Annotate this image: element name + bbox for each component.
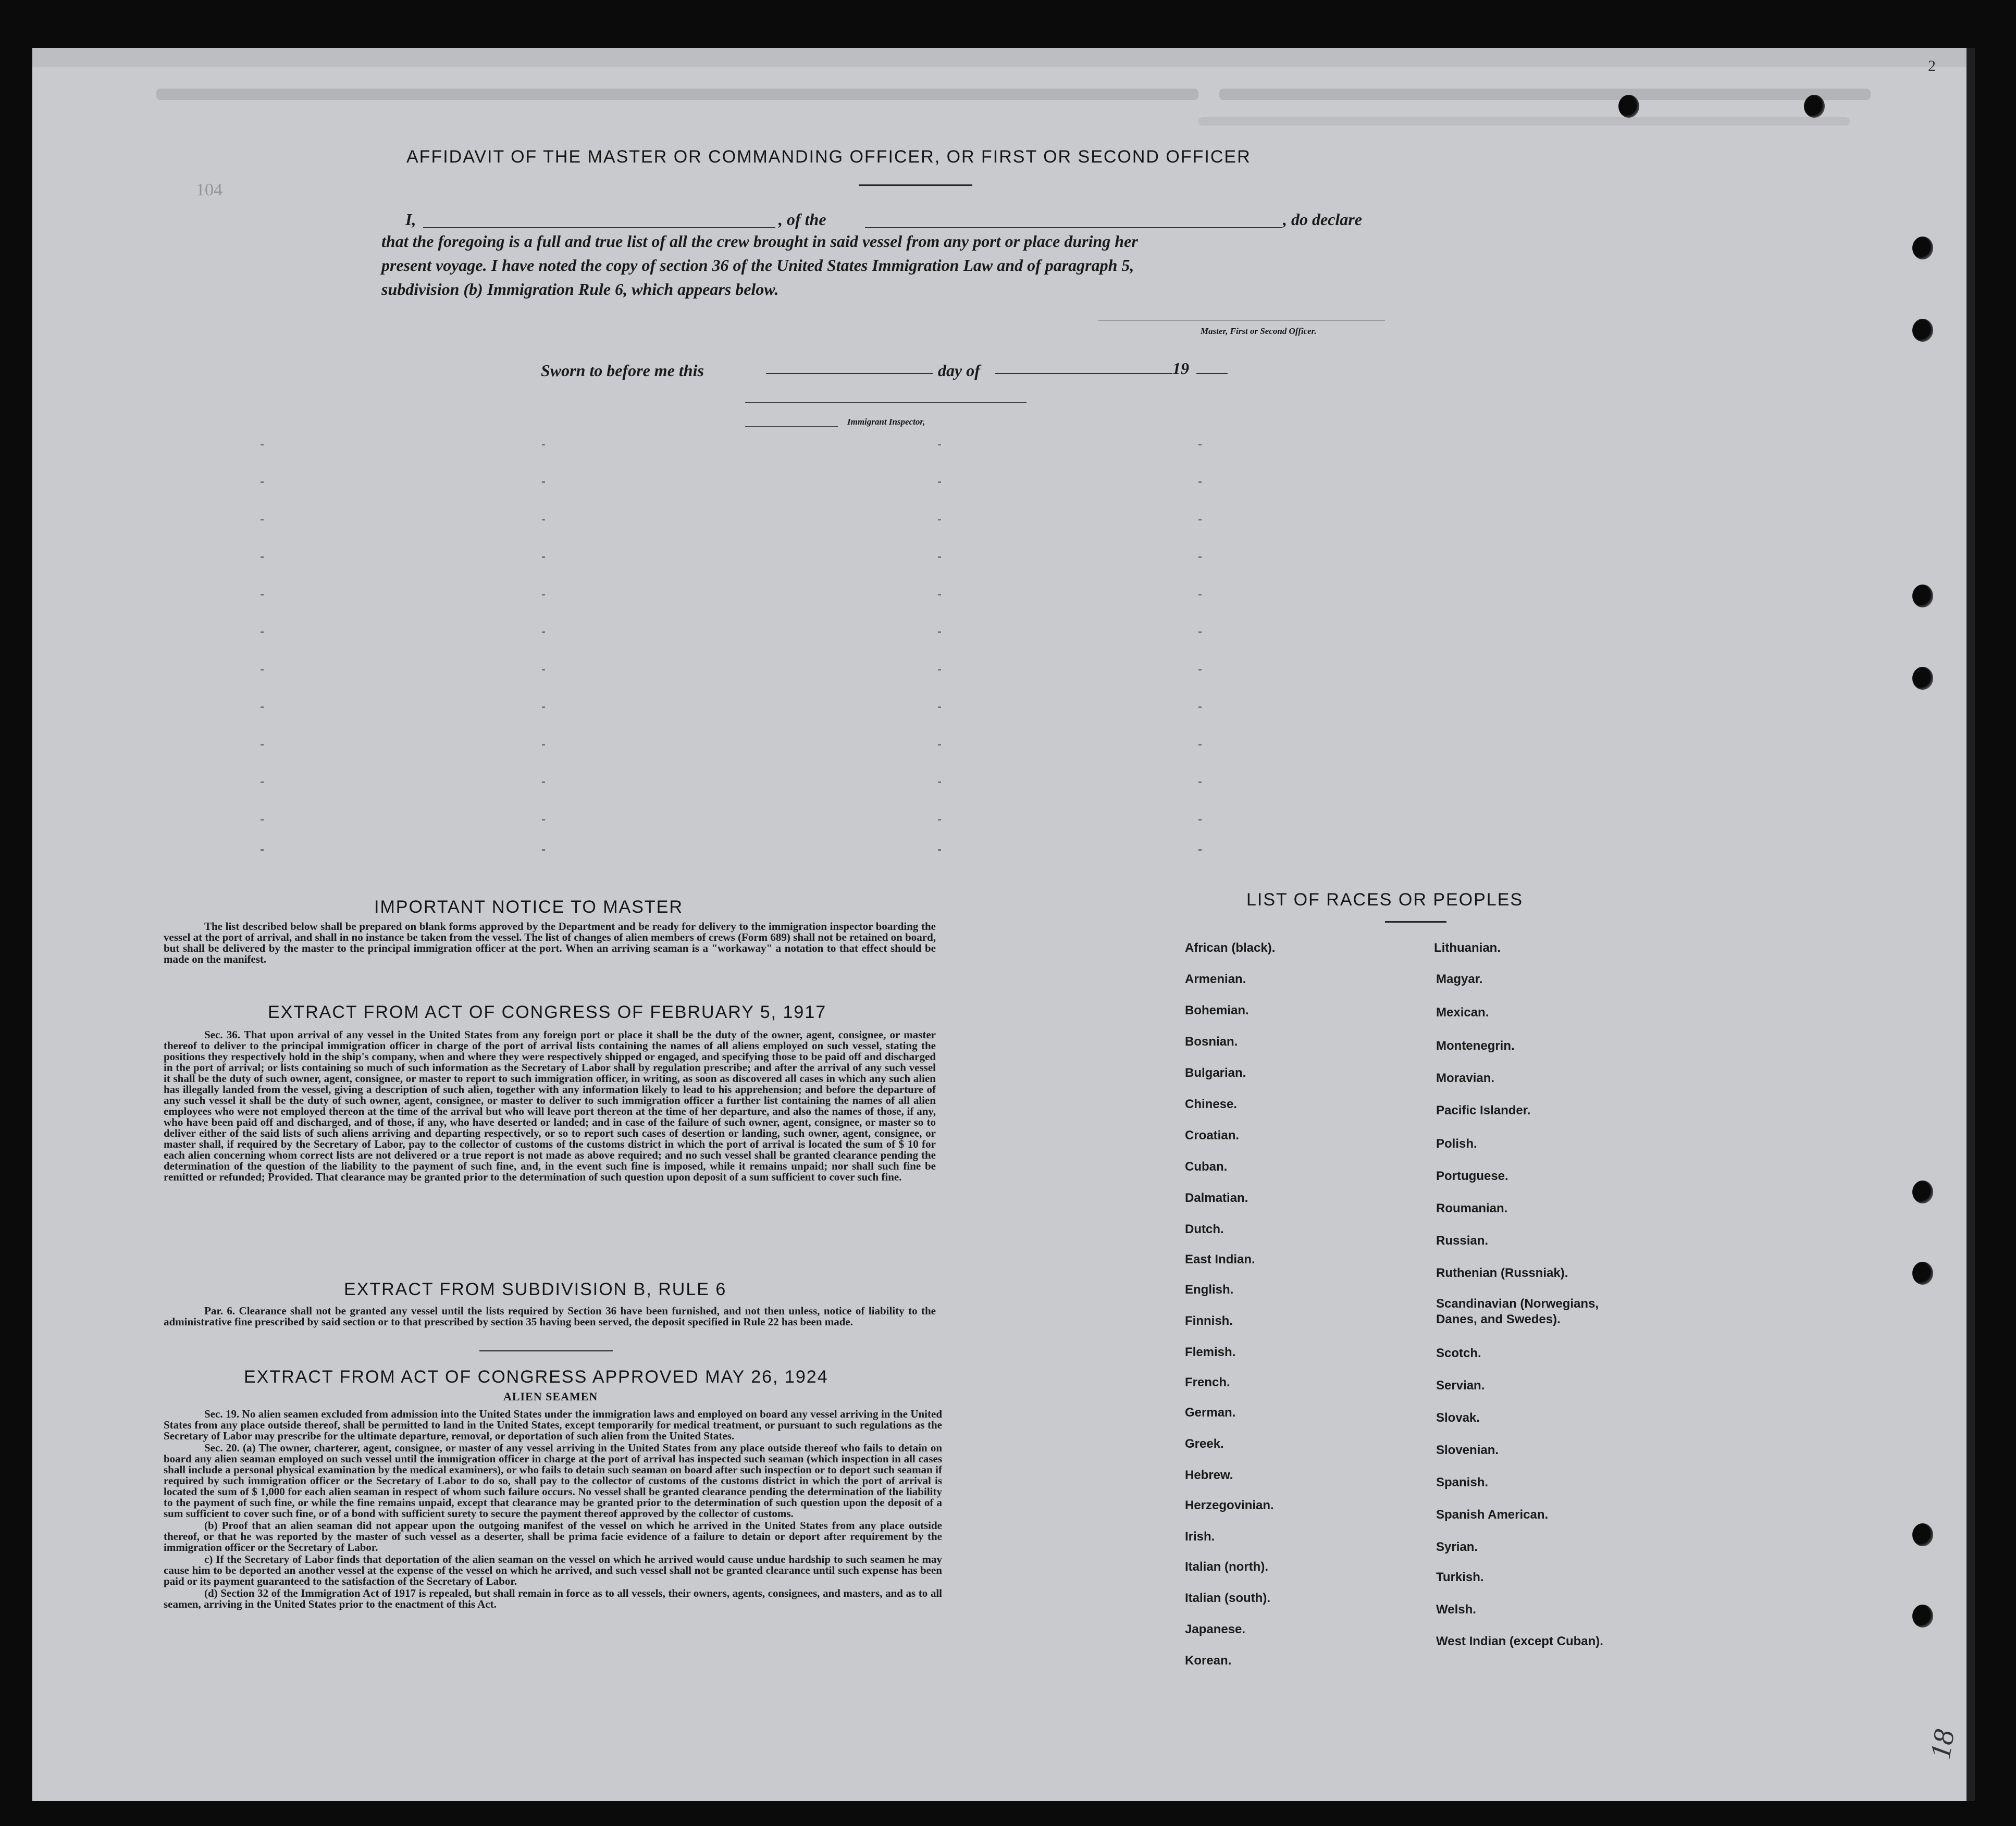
year-label: 19 <box>1172 359 1189 378</box>
race-item: Welsh. <box>1436 1603 1476 1617</box>
race-item: Dalmatian. <box>1185 1191 1248 1205</box>
race-item: Dutch. <box>1185 1222 1224 1236</box>
extract-1924-title: EXTRACT FROM ACT OF CONGRESS APPROVED MAY 26, 1924 <box>244 1367 828 1387</box>
do-declare-text: , do declare <box>1283 210 1362 229</box>
dotted-row <box>261 444 1251 447</box>
race-item: Bohemian. <box>1185 1003 1249 1017</box>
race-item: Scandinavian (Norwegians, Danes, and Swedes). <box>1436 1297 1599 1326</box>
race-item: Ruthenian (Russniak). <box>1436 1266 1568 1280</box>
affidavit-i-label: I, <box>405 210 416 229</box>
dotted-row <box>261 849 1251 852</box>
bleed-through-header <box>32 48 1966 67</box>
race-item: Moravian. <box>1436 1071 1495 1085</box>
affidavit-line-3: present voyage. I have noted the copy of section 36 of the United States Immigration Law and of paragraph 5, <box>381 256 1134 275</box>
punch-hole <box>1912 1523 1933 1546</box>
race-item: German. <box>1185 1406 1236 1420</box>
race-item: Hebrew. <box>1185 1468 1233 1482</box>
races-title-rule <box>1385 921 1446 923</box>
race-item: French. <box>1185 1375 1230 1389</box>
dotted-row <box>261 519 1251 522</box>
extract-1924-body <box>164 1409 942 1611</box>
race-item: Syrian. <box>1436 1540 1478 1554</box>
race-item: Slovenian. <box>1436 1443 1499 1457</box>
punch-hole <box>1912 667 1933 690</box>
affidavit-line-2: that the foregoing is a full and true list of all the crew brought in said vessel from any port or place during her <box>381 232 1138 251</box>
day-of-label: day of <box>938 361 980 380</box>
inspector-signature-line <box>745 402 1026 403</box>
race-item: Italian (south). <box>1185 1591 1270 1605</box>
race-item: Korean. <box>1185 1654 1232 1668</box>
year-blank <box>1196 373 1228 374</box>
race-item: Bosnian. <box>1185 1035 1238 1049</box>
sec-20b-paragraph: (b) Proof that an alien seaman did not appear upon the outgoing manifest of the vessel on which he arrived in the United States from any place outside thereof, or that he was reported by the master of such vessel as a deserter, shall be prima facie evidence of a failure to detain or deport after requirement by the immigration officer or the Secretary of Labor. <box>164 1519 942 1554</box>
section-rule <box>479 1350 613 1351</box>
race-item: Italian (north). <box>1185 1560 1268 1574</box>
bleed-through-line <box>156 89 1198 100</box>
sheet-edge <box>1966 48 1975 1801</box>
race-item: Armenian. <box>1185 972 1246 986</box>
race-item: Slovak. <box>1436 1411 1480 1425</box>
dotted-row <box>261 819 1251 822</box>
bleed-through-line <box>1219 89 1871 100</box>
sworn-label: Sworn to before me this <box>541 361 704 380</box>
dotted-row <box>261 594 1251 597</box>
race-item: Spanish American. <box>1436 1508 1549 1522</box>
race-item: Spanish. <box>1436 1475 1489 1489</box>
punch-hole <box>1912 1605 1933 1628</box>
extract-rule6-title: EXTRACT FROM SUBDIVISION B, RULE 6 <box>344 1280 727 1299</box>
sec-19-paragraph: Sec. 19. No alien seamen excluded from admission into the United States under the immigration laws and employed on board any vessel arriving in the United States from any place outside thereof, shall be permitted to land in the United States, except temporarily for medical treatment, or pursuant to such regulations as the Secretary of Labor may prescribe for the ultimate departure, removal, or deportation of such alien from the United States. <box>164 1408 942 1442</box>
page-mark: 18 <box>1924 1727 1961 1761</box>
race-item: Finnish. <box>1185 1314 1233 1328</box>
race-item: Roumanian. <box>1436 1201 1508 1215</box>
dotted-row <box>261 781 1251 785</box>
master-label: Master, First or Second Officer. <box>1201 326 1317 336</box>
name-blank <box>423 227 775 228</box>
extract-1917-text: Sec. 36. That upon arrival of any vessel in the United States from any foreign port or place it shall be the duty of the owner, agent, consignee, or master thereof to deliver to the principal immigration officer in charge of the port of arrival lists containing the names of all aliens employed on such vessel, stating the positions they respectively hold in the ship's company, when and where they were respectively shipped or engaged, and specifying those to be paid off and discharged in the port of arrival; or lists containing so much of such information as the Secretary of Labor shall by regulation prescribe; and after the arrival of any such vessel it shall be the duty of such owner, agent, consignee, or master to report to such immigration officer, in writing, as soon as discovered all cases in which any such alien has illegally landed from the vessel, giving a description of such alien, together with any information likely to lead to his apprehension; and before the departure of any such vessel it shall be the duty of such owner, agent, consignee, or master to deliver to such immigration officer a further list containing the names of all alien employees who were not employed thereon at the time of the arrival but who will leave port thereon at the time of her departure, and also the names of those, if any, who have been paid off and discharged, and of those, if any, who have deserted or landed; and in case of the failure of such owner, agent, consignee, or master so to deliver either of the said lists of such aliens arriving and departing respectively, or so to report such cases of desertion or landing, such owner, agent, consignee, or master shall, if required by the Secretary of Labor, pay to the collector of customs of the customs district in which the port of arrival is located the sum of $ 10 for each alien concerning whom correct lists are not delivered or a true report is not made as above required; and no such vessel shall be granted clearance pending the determination of the question of the liability to the payment of such fine, and, in the event such fine is imposed, while it remains unpaid; nor shall such fine be remitted or refunded; Provided. That clearance may be granted prior to the determination of such question upon deposit of a sum sufficient to cover such fine. <box>164 1028 936 1183</box>
of-the-text: , of the <box>778 210 826 229</box>
inspector-label: Immigrant Inspector, <box>847 417 925 427</box>
dotted-row <box>261 669 1251 672</box>
race-item: Chinese. <box>1185 1097 1238 1111</box>
bleed-through-line <box>1198 117 1850 126</box>
extract-1917-title: EXTRACT FROM ACT OF CONGRESS OF FEBRUARY 5, 1917 <box>268 1002 827 1022</box>
race-item: Bulgarian. <box>1185 1066 1246 1080</box>
race-item: Cuban. <box>1185 1160 1228 1174</box>
punch-hole <box>1912 1262 1933 1285</box>
inspector-short-line <box>745 426 838 427</box>
race-item: Portuguese. <box>1436 1169 1508 1183</box>
race-item: Japanese. <box>1185 1622 1246 1636</box>
race-item: Turkish. <box>1436 1570 1484 1584</box>
alien-seamen-subtitle: ALIEN SEAMEN <box>503 1390 598 1403</box>
race-item: Flemish. <box>1185 1345 1236 1359</box>
sec-20c-paragraph: c) If the Secretary of Labor finds that deportation of the alien seaman on the vessel on which he arrived would cause undue hardship to such seamen he may cause him to be deported an another vessel at the expense of the vessel on which he arrived, and such vessel shall not be granted clearance until such expense has been paid or its payment guaranteed to the satisfaction of the Secretary of Labor. <box>164 1553 942 1587</box>
dotted-row <box>261 706 1251 710</box>
notice-title: IMPORTANT NOTICE TO MASTER <box>374 897 683 917</box>
race-item: Russian. <box>1436 1234 1489 1248</box>
race-item: Magyar. <box>1436 972 1483 986</box>
affidavit-title: AFFIDAVIT OF THE MASTER OR COMMANDING OFFICER, OR FIRST OR SECOND OFFICER <box>406 147 1251 167</box>
race-item: African (black). <box>1185 941 1276 955</box>
faint-number: 104 <box>196 180 222 200</box>
vessel-blank <box>865 227 1282 228</box>
race-item: Montenegrin. <box>1436 1039 1515 1053</box>
dotted-row <box>261 481 1251 485</box>
punch-hole <box>1912 237 1933 259</box>
dotted-row <box>261 631 1251 635</box>
punch-hole <box>1912 585 1933 607</box>
race-item: East Indian. <box>1185 1252 1255 1266</box>
race-item: Scotch. <box>1436 1346 1481 1360</box>
race-item: Irish. <box>1185 1530 1215 1544</box>
race-item: English. <box>1185 1283 1234 1297</box>
day-blank <box>766 373 933 374</box>
races-title: LIST OF RACES OR PEOPLES <box>1246 890 1524 910</box>
race-item: Croatian. <box>1185 1128 1240 1142</box>
punch-hole <box>1912 1181 1933 1203</box>
race-item: Greek. <box>1185 1437 1224 1451</box>
race-item: Mexican. <box>1436 1005 1489 1020</box>
race-item: West Indian (except Cuban). <box>1436 1634 1603 1648</box>
race-item: Polish. <box>1436 1137 1477 1151</box>
punch-hole <box>1912 319 1933 342</box>
race-item: Servian. <box>1436 1378 1485 1393</box>
notice-text: The list described below shall be prepared on blank forms approved by the Department and be ready for delivery to the immigration inspector boarding the vessel at the port of arrival, and shall in no instance be taken from the vessel. The list of changes of alien members of crews (Form 689) shall not be retained on board, but shall be delivered by the master to the principal immigration officer at the port. When an arriving seaman is a "workaway" a notation to that effect should be made on the manifest. <box>164 920 936 965</box>
corner-mark: 2 <box>1928 57 1936 74</box>
sec-20-paragraph: Sec. 20. (a) The owner, charterer, agent, consignee, or master of any vessel arriving in the United States from any place outside thereof who fails to detain on board any alien seaman employed on such vessel until the immigration officer in charge at the port of arrival has inspected such seaman (which inspection in all cases shall include a personal physical examination by the medical examiners), or who fails to detain such seaman on board after such inspection or to deport such seaman if required by such immigration officer or the Secretary of Labor to do so, shall pay to the collector of customs of the customs district in which the port of arrival is located the sum of $ 1,000 for each alien seaman in respect of whom such failure occurs. No vessel shall be granted clearance pending the determination of the liability to the payment of such fine, or while the fine remains unpaid, except that clearance may be granted prior to the determination of such question upon the deposit of a sum sufficient to cover such fine, or of a bond with sufficient surety to secure the payment thereof approved by the collector of customs. <box>164 1442 942 1520</box>
dotted-row <box>261 556 1251 560</box>
dotted-row <box>261 744 1251 747</box>
sec-20d-paragraph: (d) Section 32 of the Immigration Act of 1917 is repealed, but shall remain in force as to all vessels, their owners, agents, consignees, and masters, and as to all seamen, arriving in the United States prior to the enactment of this Act. <box>164 1587 942 1610</box>
title-rule <box>859 184 972 186</box>
race-item: Pacific Islander. <box>1436 1103 1531 1117</box>
month-blank <box>995 373 1172 374</box>
punch-hole <box>1618 95 1639 118</box>
extract-rule6-text: Par. 6. Clearance shall not be granted any vessel until the lists required by Section 36 have been furnished, and not then unless, notice of liability to the administrative fine prescribed by said section or to that prescribed by section 35 having been served, the deposit specified in Rule 22 has been made. <box>164 1305 936 1328</box>
affidavit-line-4: subdivision (b) Immigration Rule 6, which appears below. <box>381 280 779 299</box>
race-item: Lithuanian. <box>1434 941 1501 955</box>
race-item: Herzegovinian. <box>1185 1498 1274 1512</box>
punch-hole <box>1804 95 1825 118</box>
